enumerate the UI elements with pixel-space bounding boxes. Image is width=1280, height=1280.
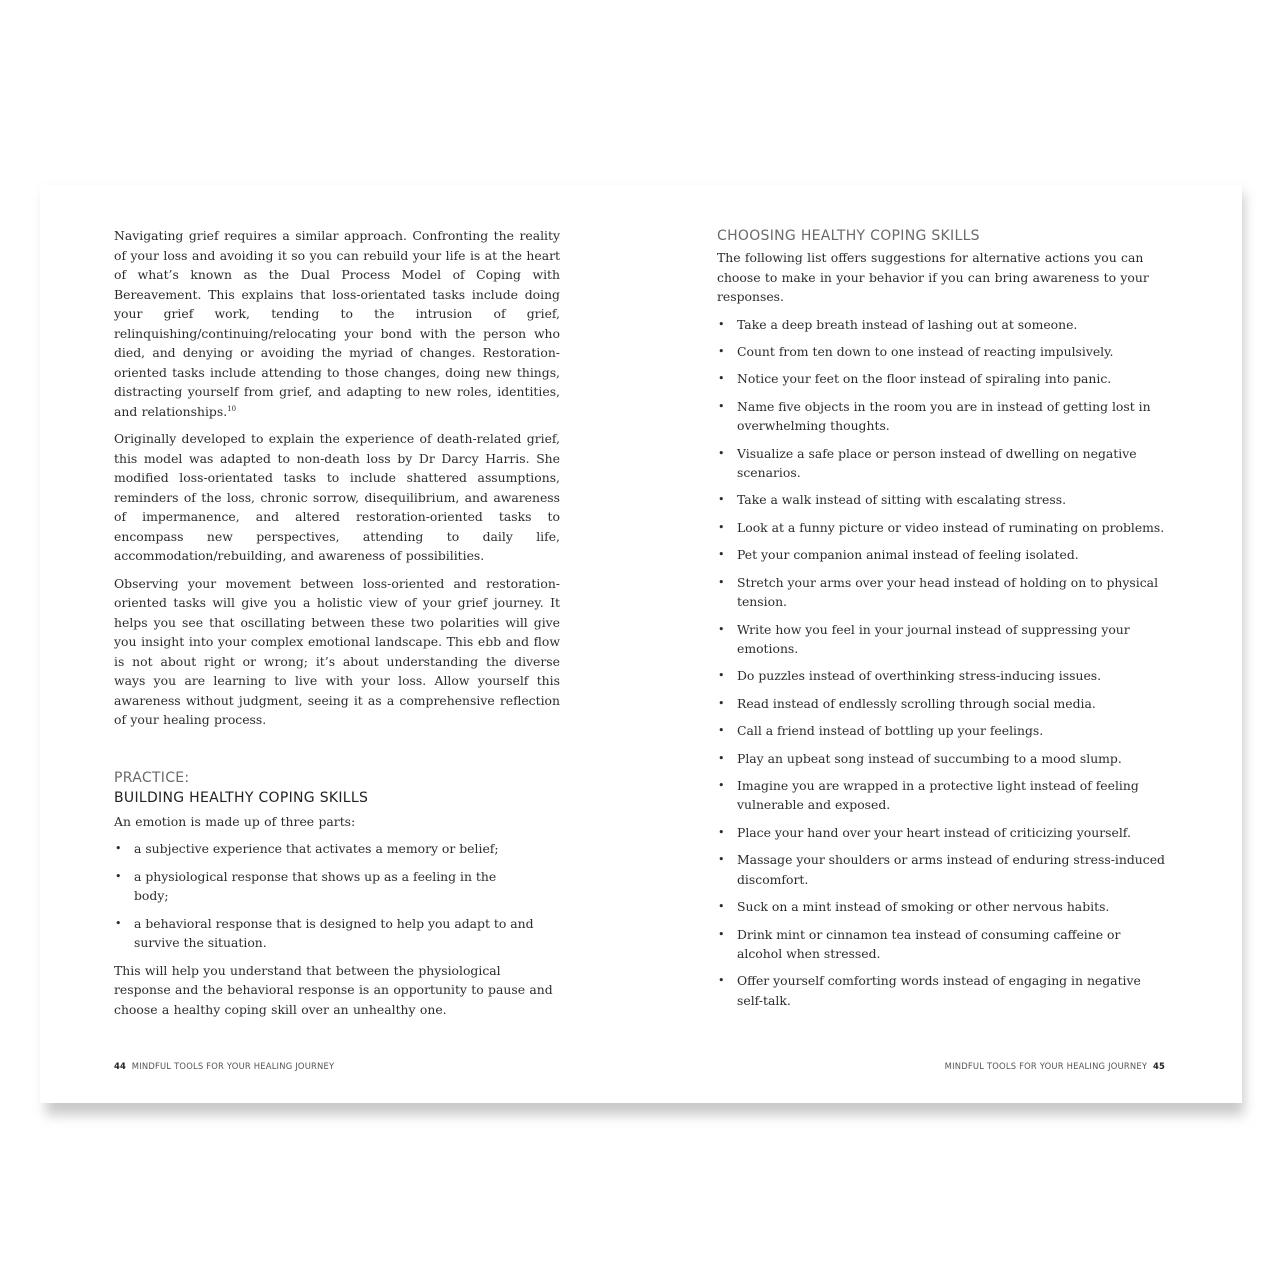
list-item: • Count from ten down to one instead of reacting impulsively. xyxy=(717,342,1165,362)
suggestions-list xyxy=(717,315,1165,1011)
list-item: • Offer yourself comforting words instead of engaging in negative self-talk. xyxy=(717,971,1165,1010)
list-item: • Play an upbeat song instead of succumbing to a mood slump. xyxy=(717,749,1165,769)
list-item: • Take a walk instead of sitting with escalating stress. xyxy=(717,490,1165,510)
list-item: • a subjective experience that activates a memory or belief; xyxy=(114,839,534,859)
folio-right xyxy=(945,1061,1165,1071)
page-number-right: 45 xyxy=(1152,1061,1165,1071)
paragraph-dual-process-text: Navigating grief requires a similar approach. Confronting the reality of your loss and avoiding it so you can rebuild your life is at the heart of what’s known as the Dual Process Model of Coping with Bereavement. This explains that loss-orientated tasks include doing your grief work, tending to the intrusion of grief, relinquishing/continuing/relocating your bond with the person who died, and denying or avoiding the myriad of changes. Restoration-oriented tasks include attending to those changes, doing new things, distracting yourself from grief, and adapting to new roles, identities, and relationships. xyxy=(114,228,560,419)
list-item: • Name five objects in the room you are in instead of getting lost in overwhelming thoughts. xyxy=(717,397,1165,436)
list-item: • a physiological response that shows up as a feeling in the body; xyxy=(114,867,534,906)
list-item: • Take a deep breath instead of lashing out at someone. xyxy=(717,315,1165,335)
book-spread xyxy=(40,185,1242,1103)
list-item: • Place your hand over your heart instead of criticizing yourself. xyxy=(717,823,1165,843)
emotion-intro: An emotion is made up of three parts: xyxy=(114,813,356,829)
list-item: • Look at a funny picture or video instead of ruminating on problems. xyxy=(717,518,1165,538)
page-number-left: 44 xyxy=(114,1061,127,1071)
list-item: • Write how you feel in your journal instead of suppressing your emotions. xyxy=(717,620,1165,659)
folio-left xyxy=(114,1061,334,1071)
paragraph-observing: Observing your movement between loss-oriented and restoration-oriented tasks will give you a holistic view of your grief journey. It helps you see that oscillating between these two polarities will give you insight into your complex emotional landscape. This ebb and flow is not about right or wrong; it’s about understanding the diverse ways you are learning to live with your loss. Allow yourself this awareness without judgment, seeing it as a comprehensive reflection of your healing process. xyxy=(114,575,560,727)
list-item: • Drink mint or cinnamon tea instead of consuming caffeine or alcohol when stressed. xyxy=(717,925,1165,964)
list-item: • Call a friend instead of bottling up your feelings. xyxy=(717,721,1165,741)
left-page xyxy=(114,226,560,1027)
section-title: CHOOSING HEALTHY COPING SKILLS xyxy=(717,228,980,244)
list-item: • a behavioral response that is designed to help you adapt to and survive the situation. xyxy=(114,914,534,953)
closing-paragraph: This will help you understand that between the physiological response and the behavioral response is an opportunity to pause and choose a healthy coping skill over an unhealthy one. xyxy=(114,962,553,1017)
right-page xyxy=(717,226,1165,1018)
emotion-parts-list xyxy=(114,839,534,953)
list-item: • Imagine you are wrapped in a protective light instead of feeling vulnerable and exposed. xyxy=(717,776,1165,815)
practice-title: BUILDING HEALTHY COPING SKILLS xyxy=(114,789,369,806)
running-title-right: MINDFUL TOOLS FOR YOUR HEALING JOURNEY xyxy=(944,1061,1148,1071)
list-item: • Visualize a safe place or person instead of dwelling on negative scenarios. xyxy=(717,444,1165,483)
footnote-ref: 10 xyxy=(227,404,237,413)
list-item: • Read instead of endlessly scrolling through social media. xyxy=(717,694,1165,714)
running-title-left: MINDFUL TOOLS FOR YOUR HEALING JOURNEY xyxy=(131,1061,335,1071)
list-item: • Suck on a mint instead of smoking or other nervous habits. xyxy=(717,897,1165,917)
suggestions-intro: The following list offers suggestions for alternative actions you can choose to make in your behavior if you can bring awareness to your responses. xyxy=(717,250,1149,304)
paragraph-dual-process xyxy=(114,226,560,421)
list-item: • Pet your companion animal instead of feeling isolated. xyxy=(717,545,1165,565)
list-item: • Notice your feet on the floor instead of spiraling into panic. xyxy=(717,369,1165,389)
list-item: • Massage your shoulders or arms instead of enduring stress-induced discomfort. xyxy=(717,850,1165,889)
practice-kicker: PRACTICE: xyxy=(114,769,190,786)
paragraph-non-death-loss: Originally developed to explain the experience of death-related grief, this model was adapted to non-death loss by Dr Darcy Harris. She modified loss-orientated tasks to include shattered assumptions, reminders of the loss, chronic sorrow, disequilibrium, and awareness of impermanence, and altered restoration-oriented tasks to encompass new perspectives, attending to daily life, accommodation/rebuilding, and awareness of possibilities. xyxy=(114,431,560,563)
list-item: • Stretch your arms over your head instead of holding on to physical tension. xyxy=(717,573,1165,612)
list-item: • Do puzzles instead of overthinking stress-inducing issues. xyxy=(717,666,1165,686)
